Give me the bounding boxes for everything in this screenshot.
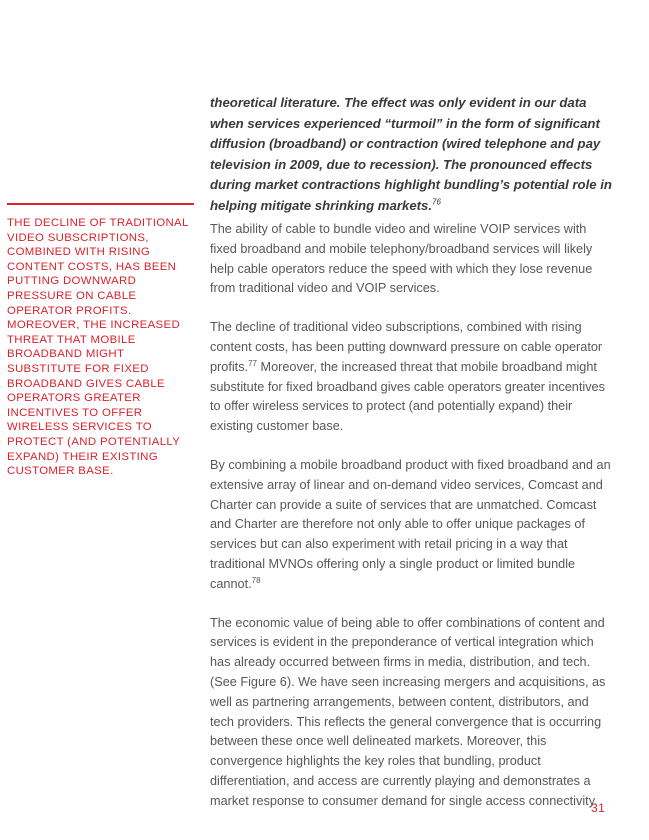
paragraph-video-decline-part1: The decline of traditional video subscriptions, combined with rising content costs, has been putting downward pressure on cable operator profits. xyxy=(210,320,603,374)
pullquote: THE DECLINE OF TRADITIONAL VIDEO SUBSCRIPTIONS, COMBINED WITH RISING CONTENT COSTS, HAS BEEN PUTTING DOWNWARD PRESSURE ON CABLE OPERATOR PROFITS. MOREOVER, THE INCREASED THREAT THAT MOBILE BROADBAND MIGHT SUBSTITUTE FOR FIXED BROADBAND GIVES CABLE OPERATORS GREATER INCENTIVES TO OFFER WIRELESS SERVICES TO PROTECT (AND POTENTIALLY EXPAND) THEIR EXISTING CUSTOMER BASE. xyxy=(7,217,189,478)
intro-paragraph xyxy=(210,93,615,217)
body-text xyxy=(210,220,616,831)
paragraph-economic-value: The economic value of being able to offer combinations of content and services is evident in the preponderance of vertical integration which has already occurred between firms in media, distribution, and tech. (See Figure 6). We have seen increasing mergers and acquisitions, as well as partnering arrangements, between content, distributors, and tech providers. This reflects the general convergence that is occurring between these once well delineated markets. Moreover, this convergence highlights the key roles that bundling, product differentiation, and access are currently playing and demonstrates a market response to consumer demand for single access connectivity. xyxy=(210,615,606,808)
page-number: 31 xyxy=(591,801,606,815)
paragraph-cable-bundling: The ability of cable to bundle video and wireline VOIP services with fixed broadband and mobile telephony/broadband services will likely help cable operators reduce the speed with which they lose revenue from traditional video and VOIP services. xyxy=(210,222,593,296)
paragraph-video-decline xyxy=(210,318,616,437)
paragraph-comcast-charter-text: By combining a mobile broadband product with fixed broadband and an extensive array of linear and on-demand video services, Comcast and Charter can provide a suite of services that are unmatched. Comcast and Charter are therefore not only able to offer unique packages of services but can also experiment with retail pricing in a way that traditional MVNOs offering only a single product or limited bundle cannot. xyxy=(210,457,611,591)
footnote-ref-77: 77 xyxy=(248,358,257,368)
intro-text: theoretical literature. The effect was only evident in our data when services experienced “turmoil” in the form of significant diffusion (broadband) or contraction (wired telephone and pay television in 2009, due to recession). The pronounced effects during market contractions highlight bundling’s potential role in helping mitigate shrinking markets. xyxy=(210,95,612,213)
paragraph-comcast-charter xyxy=(210,456,616,595)
paragraph-video-decline-part2: Moreover, the increased threat that mobile broadband might substitute for fixed broadband gives cable operators greater incentives to offer wireless services to protect (and potentially expand) their existing customer base. xyxy=(210,359,605,434)
footnote-ref-78: 78 xyxy=(251,575,261,585)
pullquote-divider xyxy=(7,203,194,205)
footnote-ref-76: 76 xyxy=(432,197,441,207)
